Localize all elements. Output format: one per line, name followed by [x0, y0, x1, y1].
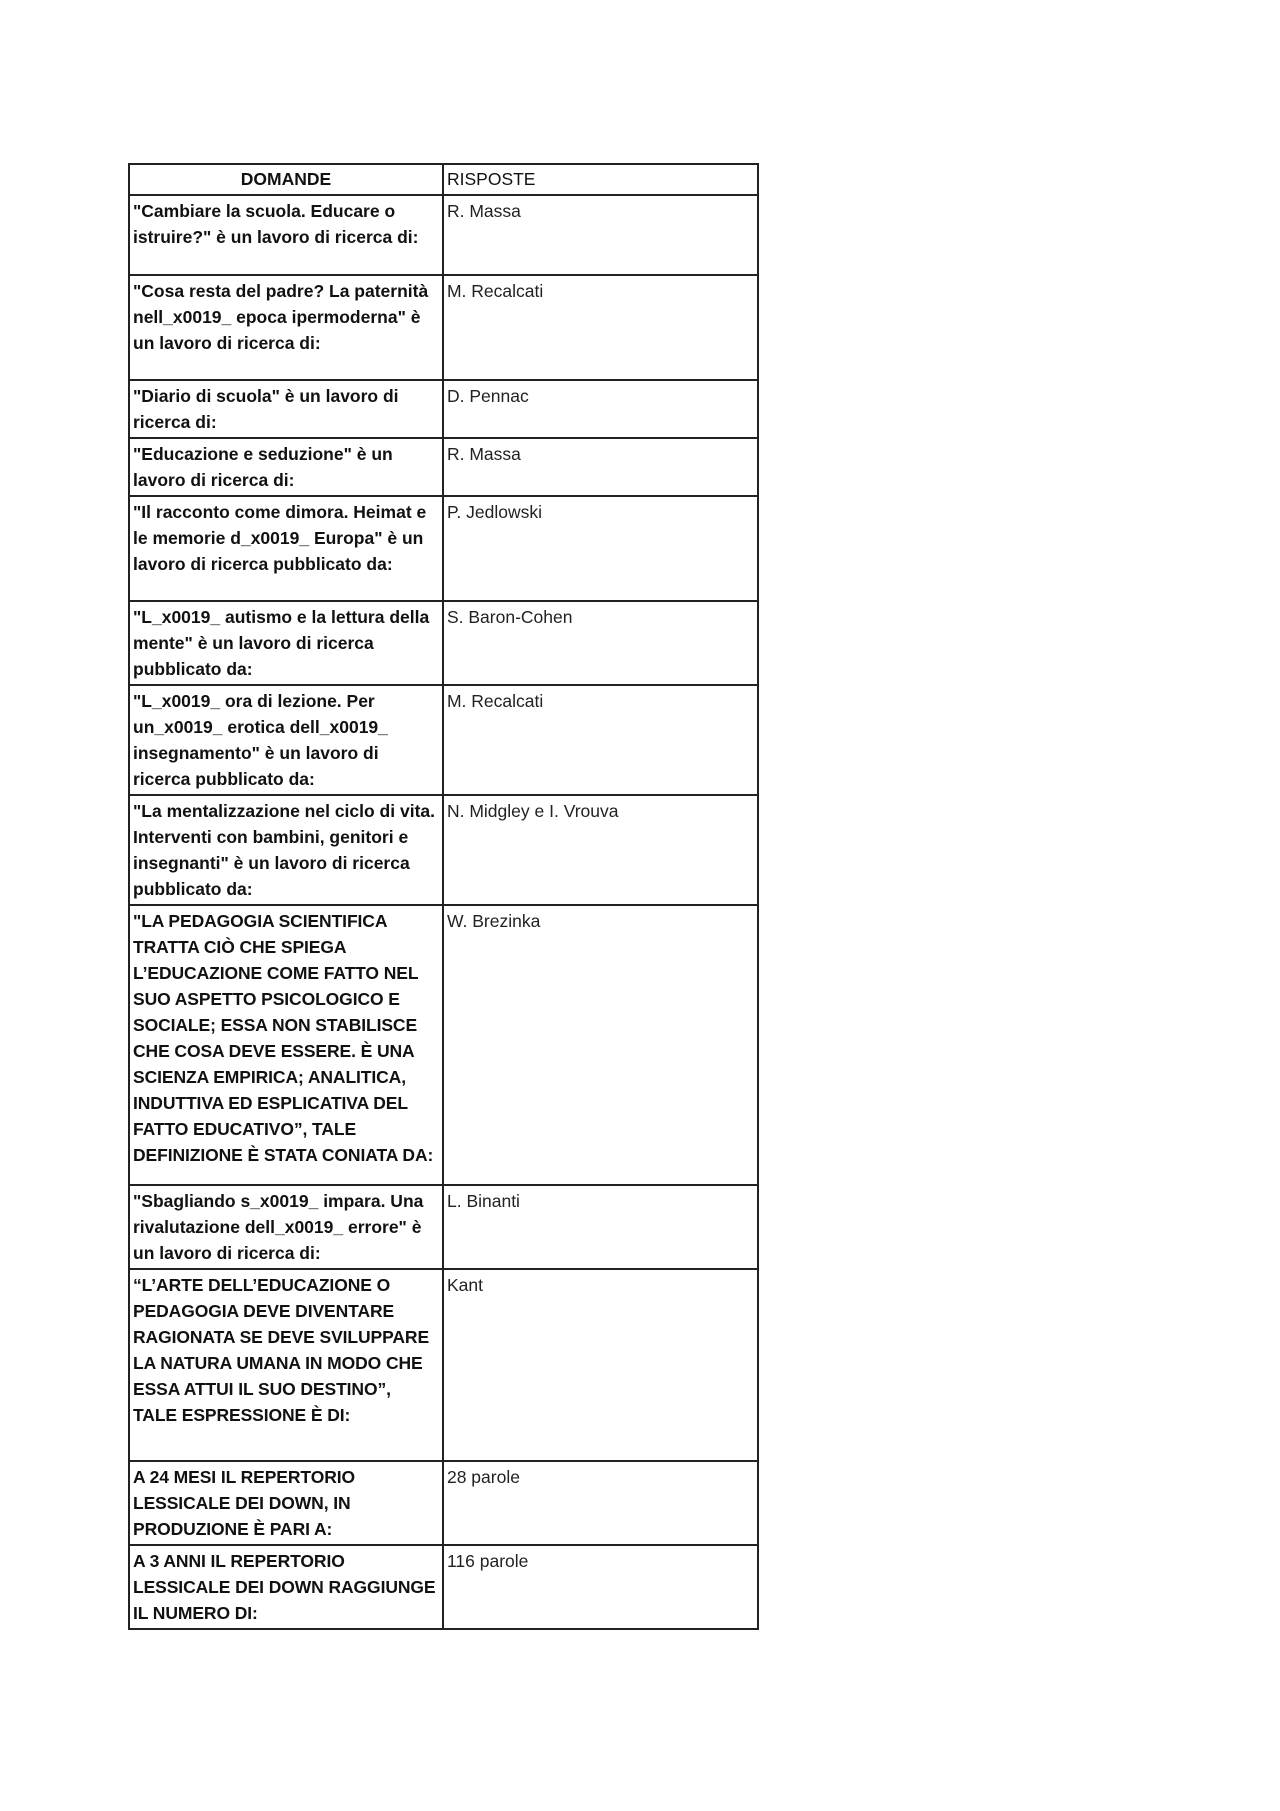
table-row: [129, 1269, 758, 1461]
answer-cell: L. Binanti: [443, 1185, 758, 1269]
table-row: [129, 438, 758, 496]
table-row: [129, 496, 758, 601]
question-cell: "Educazione e seduzione" è un lavoro di ricerca di:: [129, 438, 443, 496]
question-cell: "L_x0019_ autismo e la lettura della mente" è un lavoro di ricerca pubblicato da:: [129, 601, 443, 685]
question-cell: A 3 ANNI IL REPERTORIO LESSICALE DEI DOWN RAGGIUNGE IL NUMERO DI:: [129, 1545, 443, 1629]
table-row: [129, 1185, 758, 1269]
table-row: [129, 380, 758, 438]
table-row: [129, 1545, 758, 1629]
answer-cell: D. Pennac: [443, 380, 758, 438]
table-row: [129, 795, 758, 905]
answer-cell: W. Brezinka: [443, 905, 758, 1185]
answer-cell: M. Recalcati: [443, 685, 758, 795]
table-row: [129, 685, 758, 795]
answer-cell: S. Baron-Cohen: [443, 601, 758, 685]
table-row: [129, 275, 758, 380]
answer-cell: 116 parole: [443, 1545, 758, 1629]
table-row: [129, 601, 758, 685]
header-questions: DOMANDE: [129, 164, 443, 195]
answer-cell: Kant: [443, 1269, 758, 1461]
question-cell: A 24 MESI IL REPERTORIO LESSICALE DEI DOWN, IN PRODUZIONE È PARI A:: [129, 1461, 443, 1545]
answer-cell: N. Midgley e I. Vrouva: [443, 795, 758, 905]
answer-cell: M. Recalcati: [443, 275, 758, 380]
answer-cell: 28 parole: [443, 1461, 758, 1545]
answer-cell: R. Massa: [443, 438, 758, 496]
question-cell: "Sbagliando s_x0019_ impara. Una rivalutazione dell_x0019_ errore" è un lavoro di ricerca di:: [129, 1185, 443, 1269]
question-cell: "Il racconto come dimora. Heimat e le memorie d_x0019_ Europa" è un lavoro di ricerca pubblicato da:: [129, 496, 443, 601]
question-cell: "L_x0019_ ora di lezione. Per un_x0019_ erotica dell_x0019_ insegnamento" è un lavoro di ricerca pubblicato da:: [129, 685, 443, 795]
question-cell: "Cosa resta del padre? La paternità nell_x0019_ epoca ipermoderna" è un lavoro di ricerca di:: [129, 275, 443, 380]
header-answers: RISPOSTE: [443, 164, 758, 195]
question-cell: "LA PEDAGOGIA SCIENTIFICA TRATTA CIÒ CHE SPIEGA L’EDUCAZIONE COME FATTO NEL SUO ASPETTO PSICOLOGICO E SOCIALE; ESSA NON STABILISCE CHE COSA DEVE ESSERE. È UNA SCIENZA EMPIRICA; ANALITICA, INDUTTIVA ED ESPLICATIVA DEL FATTO EDUCATIVO”, TALE DEFINIZIONE È STATA CONIATA DA:: [129, 905, 443, 1185]
question-cell: "Cambiare la scuola. Educare o istruire?" è un lavoro di ricerca di:: [129, 195, 443, 275]
table-row: [129, 905, 758, 1185]
answer-cell: P. Jedlowski: [443, 496, 758, 601]
question-cell: “L’ARTE DELL’EDUCAZIONE O PEDAGOGIA DEVE DIVENTARE RAGIONATA SE DEVE SVILUPPARE LA NATURA UMANA IN MODO CHE ESSA ATTUI IL SUO DESTINO”, TALE ESPRESSIONE È DI:: [129, 1269, 443, 1461]
question-cell: "Diario di scuola" è un lavoro di ricerca di:: [129, 380, 443, 438]
answer-cell: R. Massa: [443, 195, 758, 275]
table-row: [129, 195, 758, 275]
table-row: [129, 1461, 758, 1545]
question-cell: "La mentalizzazione nel ciclo di vita. Interventi con bambini, genitori e insegnanti" è un lavoro di ricerca pubblicato da:: [129, 795, 443, 905]
questions-answers-table: [128, 163, 759, 1630]
table-header-row: [129, 164, 758, 195]
